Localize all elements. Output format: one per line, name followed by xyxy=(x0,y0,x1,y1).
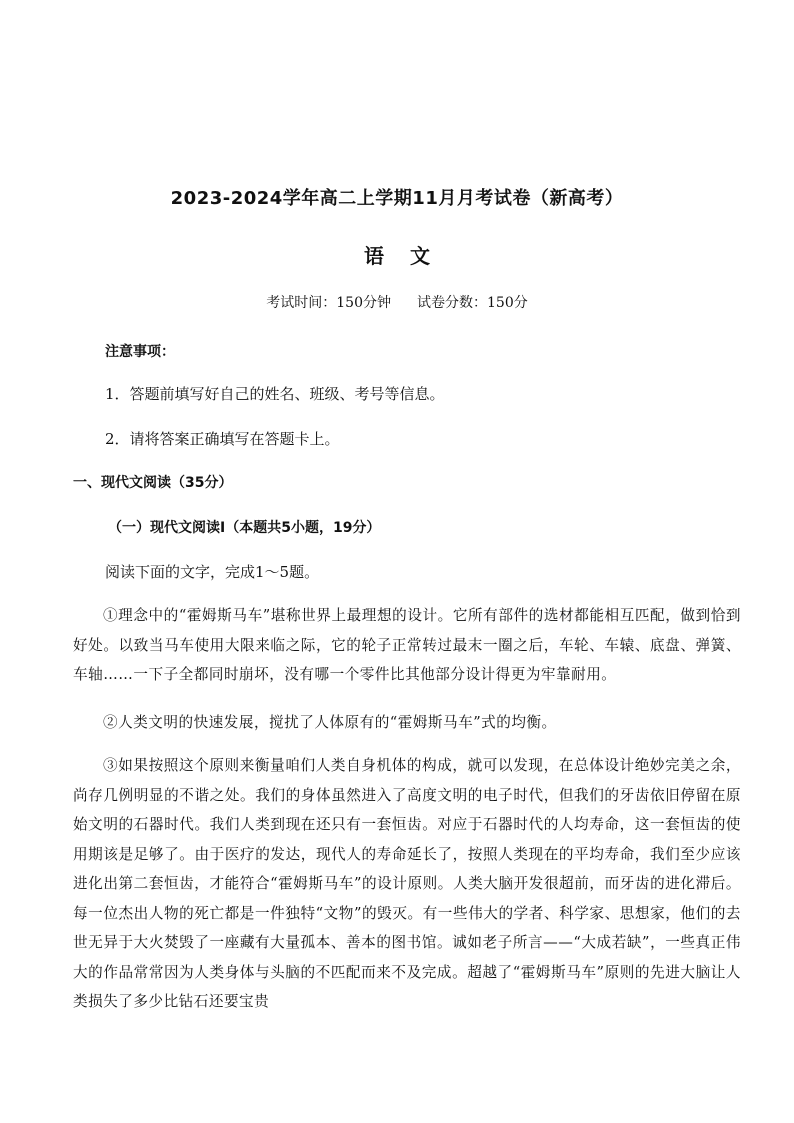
section-heading: 一、现代文阅读（35分） xyxy=(73,475,233,491)
subsection-heading: （一）现代文阅读Ⅰ（本题共5小题，19分） xyxy=(108,520,381,536)
notes-title: 注意事项： xyxy=(105,344,175,360)
exam-score: 试卷分数：150分 xyxy=(417,295,528,311)
passage-paragraph-2: ②人类文明的快速发展，搅扰了人体原有的“霍姆斯马车”式的均衡。 xyxy=(103,714,557,731)
passage-paragraph-3: ③如果按照这个原则来衡量咱们人类自身机体的构成，就可以发现，在总体设计绝妙完美之余，尚存几例明显的不谐之处。我们的身体虽然进入了高度文明的电子时代，但我们的牙齿依旧停留在原始文明的石器时代。我们人类到现在还只有一套恒齿。对应于石器时代的人均寿命，这一套恒齿的使用期该是足够了。由于医疗的发达，现代人的寿命延长了，按照人类现在的平均寿命，我们至少应该进化出第二套恒齿，才能符合“霍姆斯马车”的设计原则。人类大脑开发很超前，而牙齿的进化滞后。每一位杰出人物的死亡都是一件独特“文物”的毁灭。有一些伟大的学者、科学家、思想家，他们的去世无异于大火焚毁了一座藏有大量孤本、善本的图书馆。诚如老子所言——“大成若缺”，一些真正伟大的作品常常因为人类身体与头脑的不匹配而来不及完成。超越了“霍姆斯马车”原则的先进大脑让人类损失了多少比钻石还要宝贵 xyxy=(73,757,741,1010)
passage-paragraph-1: ①理念中的“霍姆斯马车”堪称世界上最理想的设计。它所有部件的选材都能相互匹配，做到恰到好处。以致当马车使用大限来临之际，它的轮子正常转过最末一圈之后，车轮、车辕、底盘、弹簧、车轴……一下子全都同时崩坏，没有哪一个零件比其他部分设计得更为牢靠耐用。 xyxy=(73,607,741,683)
note-item-1: 1．答题前填写好自己的姓名、班级、考号等信息。 xyxy=(105,385,445,403)
exam-meta xyxy=(0,292,794,312)
exam-title: 2023-2024学年高二上学期11月月考试卷（新高考） xyxy=(170,188,624,209)
subject-heading xyxy=(0,240,794,269)
exam-time: 考试时间：150分钟 xyxy=(266,295,391,311)
subject-char-1: 语 xyxy=(364,244,384,268)
note-item-2: 2．请将答案正确填写在答题卡上。 xyxy=(105,430,340,448)
reading-instruction: 阅读下面的文字，完成1～5题。 xyxy=(105,563,320,581)
subject-char-2: 文 xyxy=(410,244,430,268)
